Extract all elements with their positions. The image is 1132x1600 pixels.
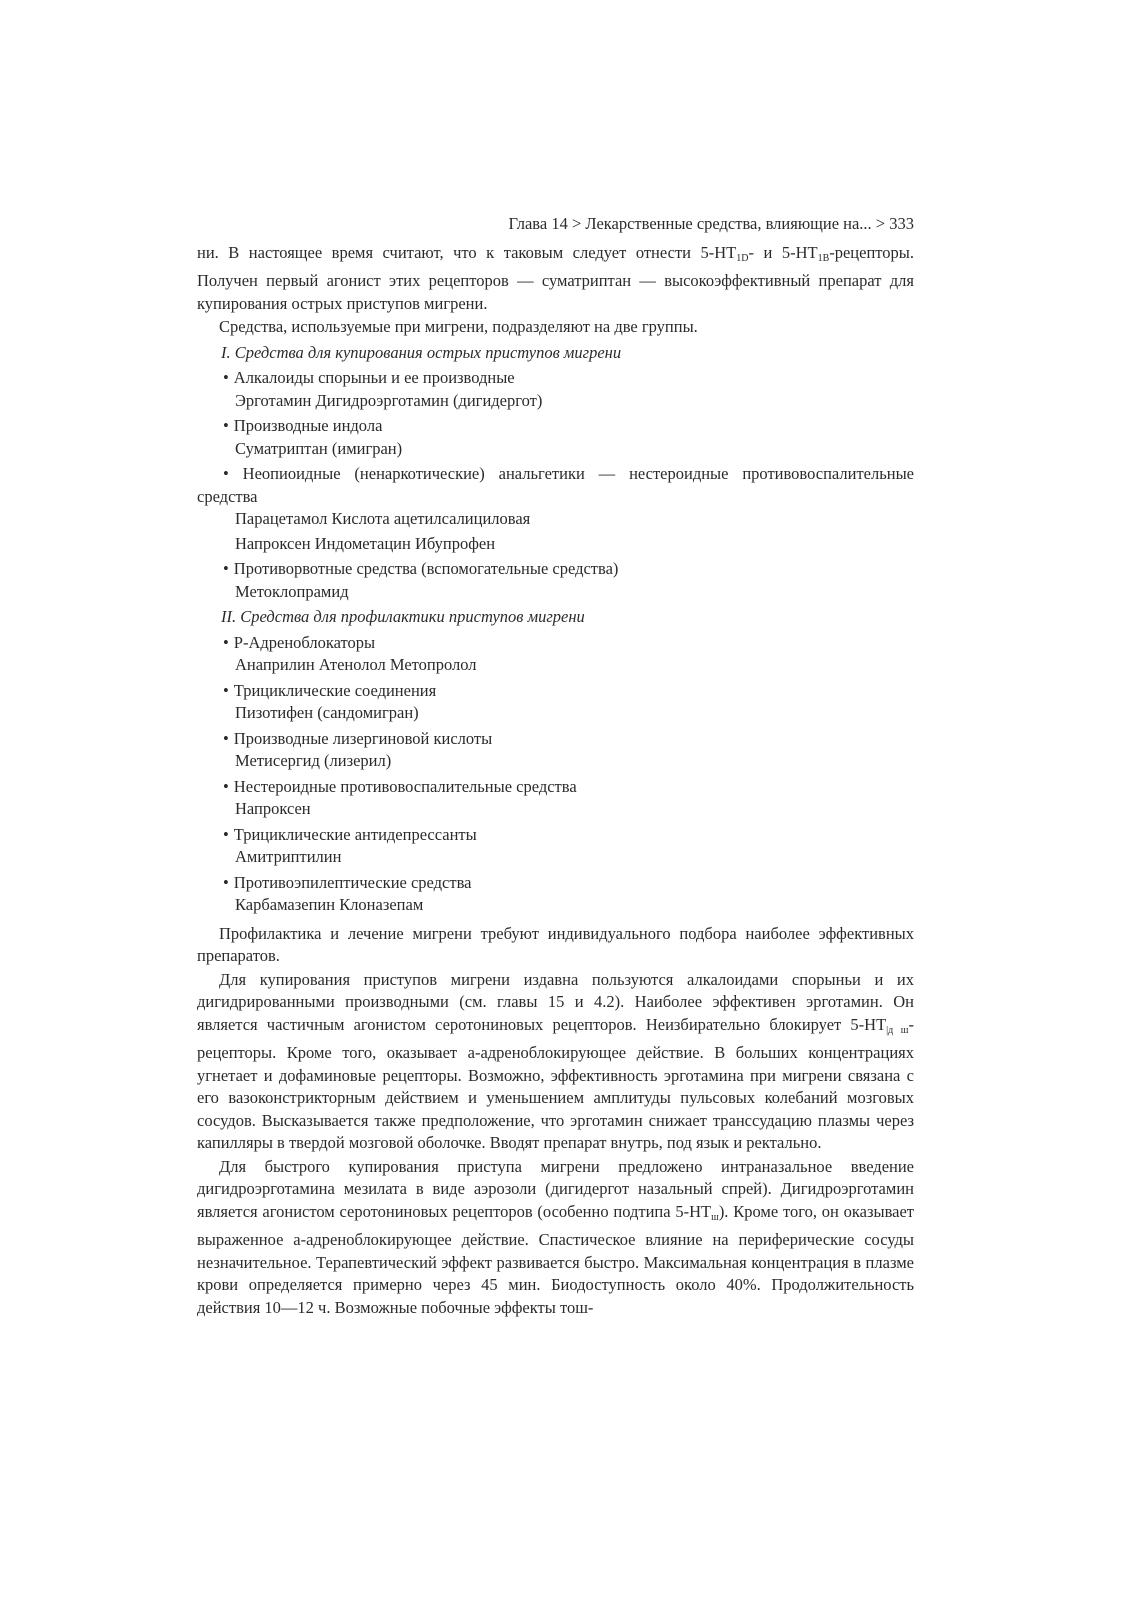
list-item-label: Неопиоидные (ненаркотические) анальгетики — нестероидные противовоспалительные средства bbox=[197, 464, 914, 506]
page-content bbox=[197, 213, 914, 1320]
intro-text-3: -рецепторы. Получен первый агонист этих рецепторов — суматриптан — высокоэффективный препарат для купирования острых приступов мигрени. bbox=[197, 242, 914, 313]
ergotamine-text-2: -рецепторы. Кроме того, оказывает а-адреноблокирующее действие. В больших концентрациях угнетает и дофаминовые рецепторы. Возможно, эффективность эрготамина при мигрени связана с его вазоконстрикторным действием и уменьшением амплитуды пульсовых колебаний мозговых сосудов. Высказывается также предположение, что эрготамин снижает транссудацию плазмы через капилляры в твердой мозговой оболочке. Вводят препарат внутрь, под язык и ректально. bbox=[197, 1014, 914, 1152]
list-item: • Нестероидные противовоспалительные средства bbox=[223, 776, 914, 799]
list-item: • Противоэпилептические средства bbox=[223, 872, 914, 895]
list-item: • Р-Адреноблокаторы bbox=[223, 632, 914, 655]
dhe-text-1: Для быстрого купирования приступа мигрени предложено интраназальное введение дигидроэрготамина мезилата в виде аэрозоли (дигидергот назальный спрей). Дигидроэрготамин является агонистом серотониновых рецепторов (особенно подтипа 5-НТ bbox=[197, 1156, 914, 1221]
list-item: • Трициклические антидепрессанты bbox=[223, 824, 914, 847]
drug-list: Парацетамол Кислота ацетилсалициловая bbox=[235, 509, 531, 528]
drug-list: Пизотифен (сандомигран) bbox=[235, 703, 419, 722]
intro-text-2: - и 5-НТ bbox=[748, 242, 818, 262]
list-item: • Алкалоиды спорыньи и ее производные bbox=[223, 367, 914, 390]
drug-list: Карбамазепин Клоназепам bbox=[235, 895, 424, 914]
ergotamine-text-1: Для купирования приступов мигрени издавна пользуются алкалоидами спорыньи и их дигидрированными производными (см. главы 15 и 4.2). Наиболее эффективен эрготамин. Он является частичным агонистом серотониновых рецепторов. Неизбирательно блокирует 5-НТ bbox=[197, 969, 914, 1034]
intro-subscript-1: 1D bbox=[736, 252, 749, 264]
list-item: • Производные лизергиновой кислоты bbox=[223, 728, 914, 751]
drug-list: Напроксен Индометацин Ибупрофен bbox=[235, 533, 496, 553]
prophylaxis-paragraph: Профилактика и лечение мигрени требуют индивидуального подбора наиболее эффективных препаратов. bbox=[197, 923, 914, 965]
dihydroergotamine-paragraph bbox=[197, 1156, 914, 1320]
drug-list: Метисергид (лизерил) bbox=[235, 751, 392, 770]
groups-intro: Средства, используемые при мигрени, подразделяют на две группы. bbox=[219, 317, 698, 336]
drug-list: Напроксен bbox=[235, 799, 311, 818]
drug-list: Амитриптилин bbox=[235, 847, 342, 866]
drug-list: Эрготамин Дигидроэрготамин (дигидергот) bbox=[235, 390, 543, 410]
dhe-text-2: ). Кроме того, он оказывает выраженное а-адреноблокирующее действие. Спастическое влияние на периферические сосуды незначительное. Терапевтический эффект развивается быстро. Максимальная концентрация в плазме крови определяется примерно через 45 мин. Биодоступность около 40%. Продолжительность действия 10—12 ч. Возможные побочные эффекты тош- bbox=[197, 1201, 914, 1317]
list-item: • Неопиоидные (ненаркотические) анальгетики — нестероидные противовоспалительные средства bbox=[197, 464, 914, 506]
list-item: • Трициклические соединения bbox=[223, 680, 914, 703]
list-item: • Производные индола bbox=[223, 415, 914, 438]
group2-title: II. Средства для профилактики приступов мигрени bbox=[221, 607, 585, 626]
intro-text-1: ни. В настоящее время считают, что к таковым следует отнести 5-НТ bbox=[197, 242, 737, 262]
ergotamine-paragraph bbox=[197, 969, 914, 1155]
ergotamine-subscript: |д ш bbox=[886, 1024, 909, 1036]
list-item: • Противорвотные средства (вспомогательные средства) bbox=[223, 558, 914, 581]
drug-list: Анаприлин Атенолол Метопролол bbox=[235, 655, 477, 674]
intro-subscript-2: 1В bbox=[817, 252, 830, 264]
running-head: Глава 14 > Лекарственные средства, влияющие на... > 333 bbox=[508, 214, 914, 233]
group1-title: I. Средства для купирования острых приступов мигрени bbox=[221, 342, 622, 362]
drug-list: Суматриптан (имигран) bbox=[235, 438, 403, 458]
drug-list: Метоклопрамид bbox=[235, 581, 349, 601]
intro-paragraph bbox=[197, 242, 914, 316]
dhe-subscript: ш bbox=[711, 1211, 719, 1223]
